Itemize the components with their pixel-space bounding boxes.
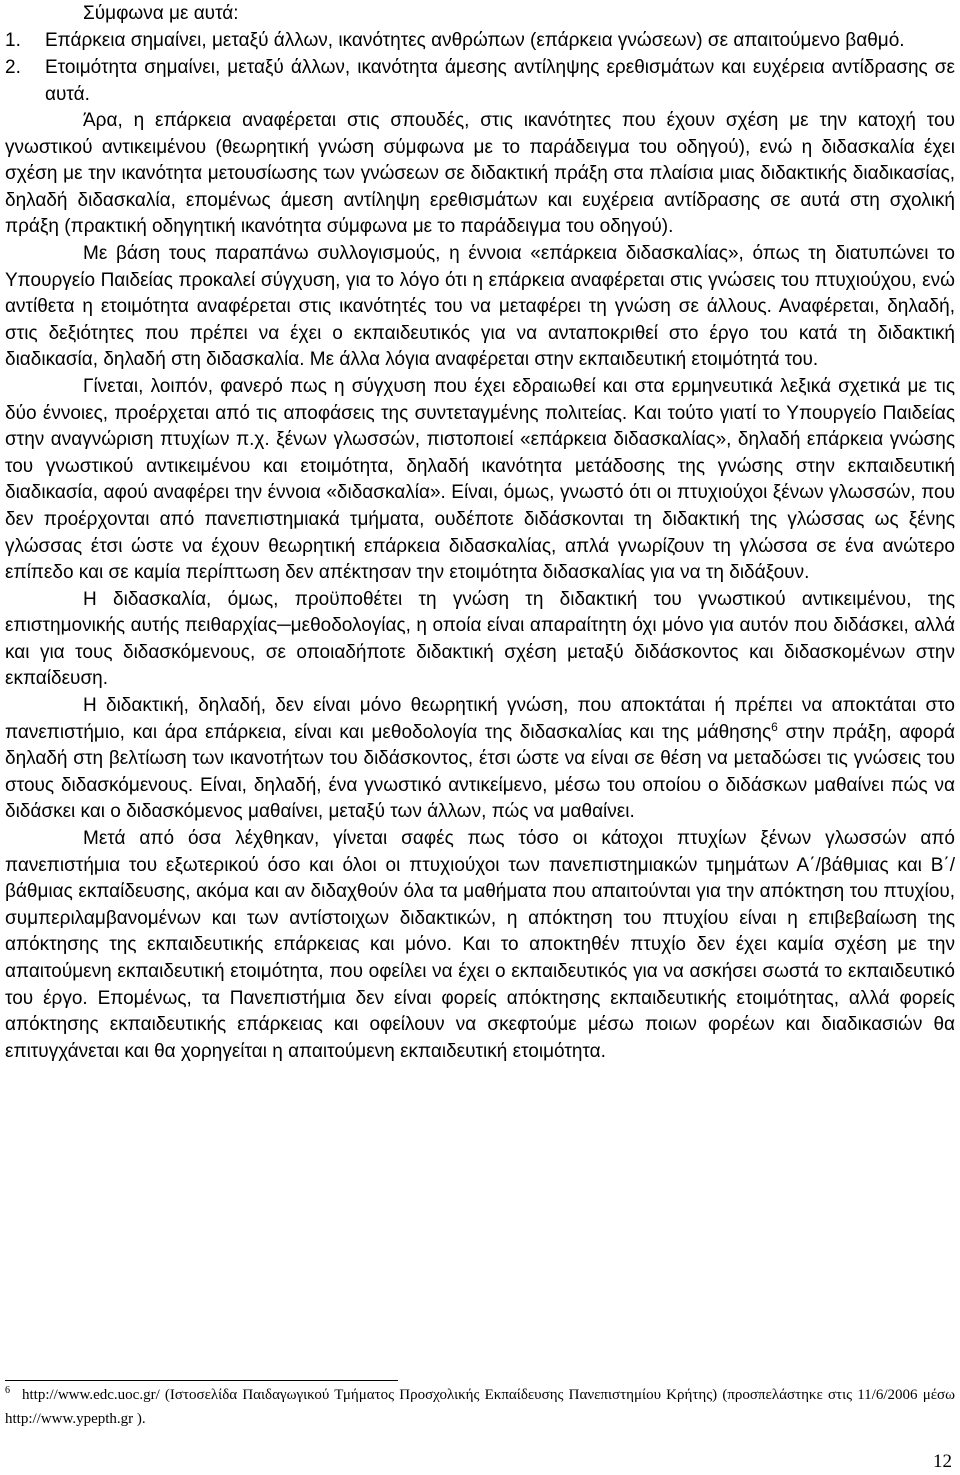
paragraph: Με βάση τους παραπάνω συλλογισμούς, η έννοια «επάρκεια διδασκαλίας», όπως τη διατυπώνει το Υπουργείο Παιδείας προκαλεί σύγχυση, για το λόγο ότι η επάρκεια αναφέρεται στις γνώσεις του πτυχιούχου, ενώ αντίθετα η ετοιμότητα αναφέρεται στις ικανότητές του να μεταφέρει τη γνώση σε άλλους. Αναφέρεται, δηλαδή, στις δεξιότητες που πρέπει να έχει ο εκπαιδευτικός για να ανταποκριθεί στο έργο του κατά τη διδακτική διαδικασία, δηλαδή στη διδασκαλία. Με άλλα λόγια αναφέρεται στην εκπαιδευτική ετοιμότητά του. xyxy=(5,242,955,371)
paragraph: Γίνεται, λοιπόν, φανερό πως η σύγχυση που έχει εδραιωθεί και στα ερμηνευτικά λεξικά σχετικά με τις δύο έννοιες, προέρχεται από τις αποφάσεις της συντεταγμένης πολιτείας. Και τούτο γιατί το Υπουργείο Παιδείας στην αναγνώριση πτυχίων π.χ. ξένων γλωσσών, πιστοποιεί «επάρκεια διδασκαλίας», δηλαδή επάρκεια γνώσης του γνωστικού αντικειμένου και ετοιμότητα, δηλαδή ικανότητα μετάδοσης της γνώσης στην εκπαιδευτική διαδικασία, αφού αναφέρει την έννοια «διδασκαλία». Είναι, όμως, γνωστό ότι οι πτυχιούχοι ξένων γλωσσών, που δεν προέρχονται από πανεπιστημιακά τμήματα, ουδέποτε διδάσκονται τη διδακτική της γλώσσας ως ξένης γλώσσας έτσι ώστε να έχουν θεωρητική επάρκεια διδασκαλίας, απλά γνωρίζουν τη γλώσσα σε ένα ανώτερο επίπεδο και σε καμία περίπτωση δεν απέκτησαν την ετοιμότητα διδασκαλίας για να τη διδάξουν. xyxy=(5,375,955,584)
list-item-text: Ετοιμότητα σημαίνει, μεταξύ άλλων, ικανότητα άμεσης αντίληψης ερεθισμάτων και ευχέρεια αντίδρασης σε αυτά. xyxy=(45,57,955,105)
footnote-reference[interactable]: 6 xyxy=(771,719,778,734)
page-number: 12 xyxy=(933,1451,952,1472)
paragraph: Άρα, η επάρκεια αναφέρεται στις σπουδές, στις ικανότητες που έχουν σχέση με την κατοχή του γνωστικού αντικειμένου (θεωρητική γνώση σύμφωνα με το παράδειγμα του οδηγού), ενώ η διδασκαλία έχει σχέση με την ικανότητα μετουσίωσης των γνώσεων σε διδακτική πράξη στα πλαίσια μιας διδακτικής διαδικασίας, δηλαδή διδασκαλία, επομένως άμεση αντίληψη ερεθισμάτων και ευχέρεια αντίδρασης σε αυτά στη σχολική πράξη (πρακτική οδηγητική ικανότητα σύμφωνα με το παράδειγμα του οδηγού). xyxy=(5,110,955,238)
list-item xyxy=(5,27,955,54)
list-number: 2. xyxy=(5,57,21,78)
document-page xyxy=(5,0,955,1065)
paragraph: Η διδασκαλία, όμως, προϋποθέτει τη γνώση τη διδακτική του γνωστικού αντικειμένου, της επιστημονικής αυτής πειθαρχίας─μεθοδολογίας, η οποία είναι απαραίτητη όχι μόνο για αυτόν που διδάσκει, αλλά και για τους διδασκόμενους, σε οποιαδήποτε διδακτική σχέση μεταξύ διδάσκοντος και διδασκομένων στην εκπαίδευση. xyxy=(5,588,955,690)
body-text xyxy=(5,108,955,1065)
footnote-text: http://www.edc.uoc.gr/ (Ιστοσελίδα Παιδαγωγικού Τμήματος Προσχολικής Εκπαίδευσης Πανεπιστημίου Κρήτης) (προσπελάστηκε στις 11/6/2006 μέσω http://www.ypepth.gr ). xyxy=(5,1387,955,1427)
paragraph xyxy=(5,693,955,826)
list-item xyxy=(5,54,955,108)
footnote xyxy=(5,1383,955,1431)
footnote-separator xyxy=(5,1380,398,1381)
definition-list xyxy=(5,27,955,108)
paragraph-text: στην πράξη, αφορά δηλαδή στη βελτίωση των ικανοτήτων του διδάσκοντος, έτσι ώστε να είναι σε θέση να μεταδώσει τις γνώσεις του στους διδασκόμενους. Είναι, δηλαδή, ένα γνωστικό αντικείμενο, μέσω του οποίου ο διδάσκων μαθαίνει πώς να διδάσκει και ο διδασκόμενος μαθαίνει, μεταξύ των άλλων, πώς να μαθαίνει. xyxy=(5,721,955,823)
footnote-number: 6 xyxy=(5,1385,10,1396)
list-item-text: Επάρκεια σημαίνει, μεταξύ άλλων, ικανότητες ανθρώπων (επάρκεια γνώσεων) σε απαιτούμενο βαθμό. xyxy=(45,30,905,51)
paragraph-text: Η διδακτική, δηλαδή, δεν είναι μόνο θεωρητική γνώση, που αποκτάται ή πρέπει να αποκτάται στο πανεπιστήμιο, και άρα επάρκεια, είναι και μεθοδολογία της διδασκαλίας και της μάθησης xyxy=(5,695,955,743)
list-number: 1. xyxy=(5,30,21,51)
intro-line: Σύμφωνα με αυτά: xyxy=(83,3,239,24)
paragraph: Μετά από όσα λέχθηκαν, γίνεται σαφές πως τόσο οι κάτοχοι πτυχίων ξένων γλωσσών από πανεπιστήμια του εξωτερικού όσο και όλοι οι πτυχιούχοι των πανεπιστημιακών τμημάτων Α΄/βάθμιας και Β΄/βάθμιας εκπαίδευσης, ακόμα και αν διδαχθούν όλα τα μαθήματα που απαιτούνται για την απόκτηση του πτυχίου, συμπεριλαμβανομένων και των αντίστοιχων διδακτικών, η απόκτηση του πτυχίου είναι η επιβεβαίωση της απόκτησης της εκπαιδευτικής επάρκειας και μόνο. Και το αποκτηθέν πτυχίο δεν έχει καμία σχέση με την απαιτούμενη εκπαιδευτική ετοιμότητα, που οφείλει να έχει ο εκπαιδευτικός για να ασκήσει σωστά το εκπαιδευτικό του έργο. Επομένως, τα Πανεπιστήμια δεν είναι φορείς απόκτησης εκπαιδευτικής ετοιμότητας, αλλά φορείς απόκτησης εκπαιδευτικής επάρκειας και οφείλουν να σκεφτούμε μέσω ποιων φορέων και διαδικασιών θα επιτυγχάνεται και θα χορηγείται η απαιτούμενη εκπαιδευτική ετοιμότητα. xyxy=(5,828,955,1062)
